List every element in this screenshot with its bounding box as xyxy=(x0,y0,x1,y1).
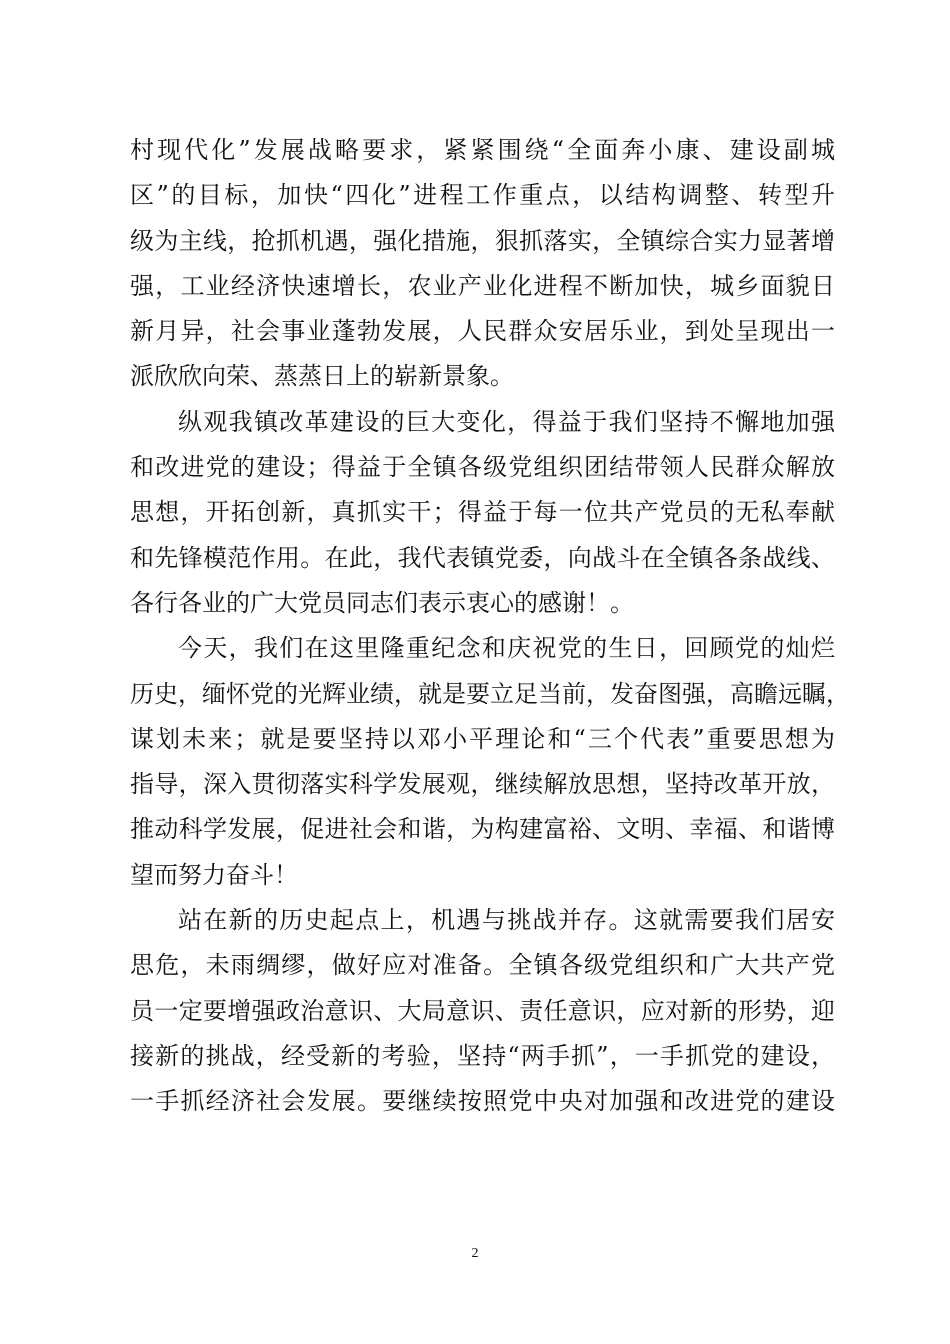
text-line: 各行各业的广大党员同志们表示衷心的感谢！。 xyxy=(130,588,634,617)
text-line: 和先锋模范作用。在此，我代表镇党委，向战斗在全镇各条战线、 xyxy=(130,543,835,572)
text-line: 和改进党的建设；得益于全镇各级党组织团结带领人民群众解放 xyxy=(130,453,835,482)
text-line: 思想，开拓创新，真抓实干；得益于每一位共产党员的无私奉献 xyxy=(130,498,835,527)
text-line: 望而努力奋斗！ xyxy=(130,860,298,889)
text-line: 谋划未来；就是要坚持以邓小平理论和“三个代表”重要思想为 xyxy=(130,724,835,753)
text-line: 区”的目标，加快“四化”进程工作重点，以结构调整、转型升 xyxy=(130,181,835,210)
text-line: 今天，我们在这里隆重纪念和庆祝党的生日，回顾党的灿烂 xyxy=(178,634,835,663)
text-line: 一手抓经济社会发展。要继续按照党中央对加强和改进党的建设 xyxy=(130,1087,835,1116)
text-line: 推动科学发展，促进社会和谐，为构建富裕、文明、幸福、和谐博 xyxy=(130,815,835,844)
page-number: 2 xyxy=(471,1246,479,1261)
text-line: 派欣欣向荣、蒸蒸日上的崭新景象。 xyxy=(130,362,514,391)
text-line: 接新的挑战，经受新的考验，坚持“两手抓”，一手抓党的建设， xyxy=(130,1041,835,1070)
body-text xyxy=(130,128,850,1125)
text-line: 指导，深入贯彻落实科学发展观，继续解放思想，坚持改革开放， xyxy=(130,770,835,799)
text-line: 级为主线，抢抓机遇，强化措施，狠抓落实，全镇综合实力显著增 xyxy=(130,226,835,255)
text-line: 村现代化”发展战略要求，紧紧围绕“全面奔小康、建设副城 xyxy=(130,136,835,164)
text-line: 站在新的历史起点上，机遇与挑战并存。这就需要我们居安 xyxy=(178,906,835,935)
text-line: 纵观我镇改革建设的巨大变化，得益于我们坚持不懈地加强 xyxy=(178,407,835,436)
text-line: 强，工业经济快速增长，农业产业化进程不断加快，城乡面貌日 xyxy=(130,271,835,300)
text-line: 思危，未雨绸缪，做好应对准备。全镇各级党组织和广大共产党 xyxy=(130,951,835,980)
text-line: 新月异，社会事业蓬勃发展，人民群众安居乐业，到处呈现出一 xyxy=(130,317,835,346)
text-line: 历史，缅怀党的光辉业绩，就是要立足当前，发奋图强，高瞻远瞩， xyxy=(130,679,850,708)
text-line: 员一定要增强政治意识、大局意识、责任意识，应对新的形势，迎 xyxy=(130,996,835,1025)
